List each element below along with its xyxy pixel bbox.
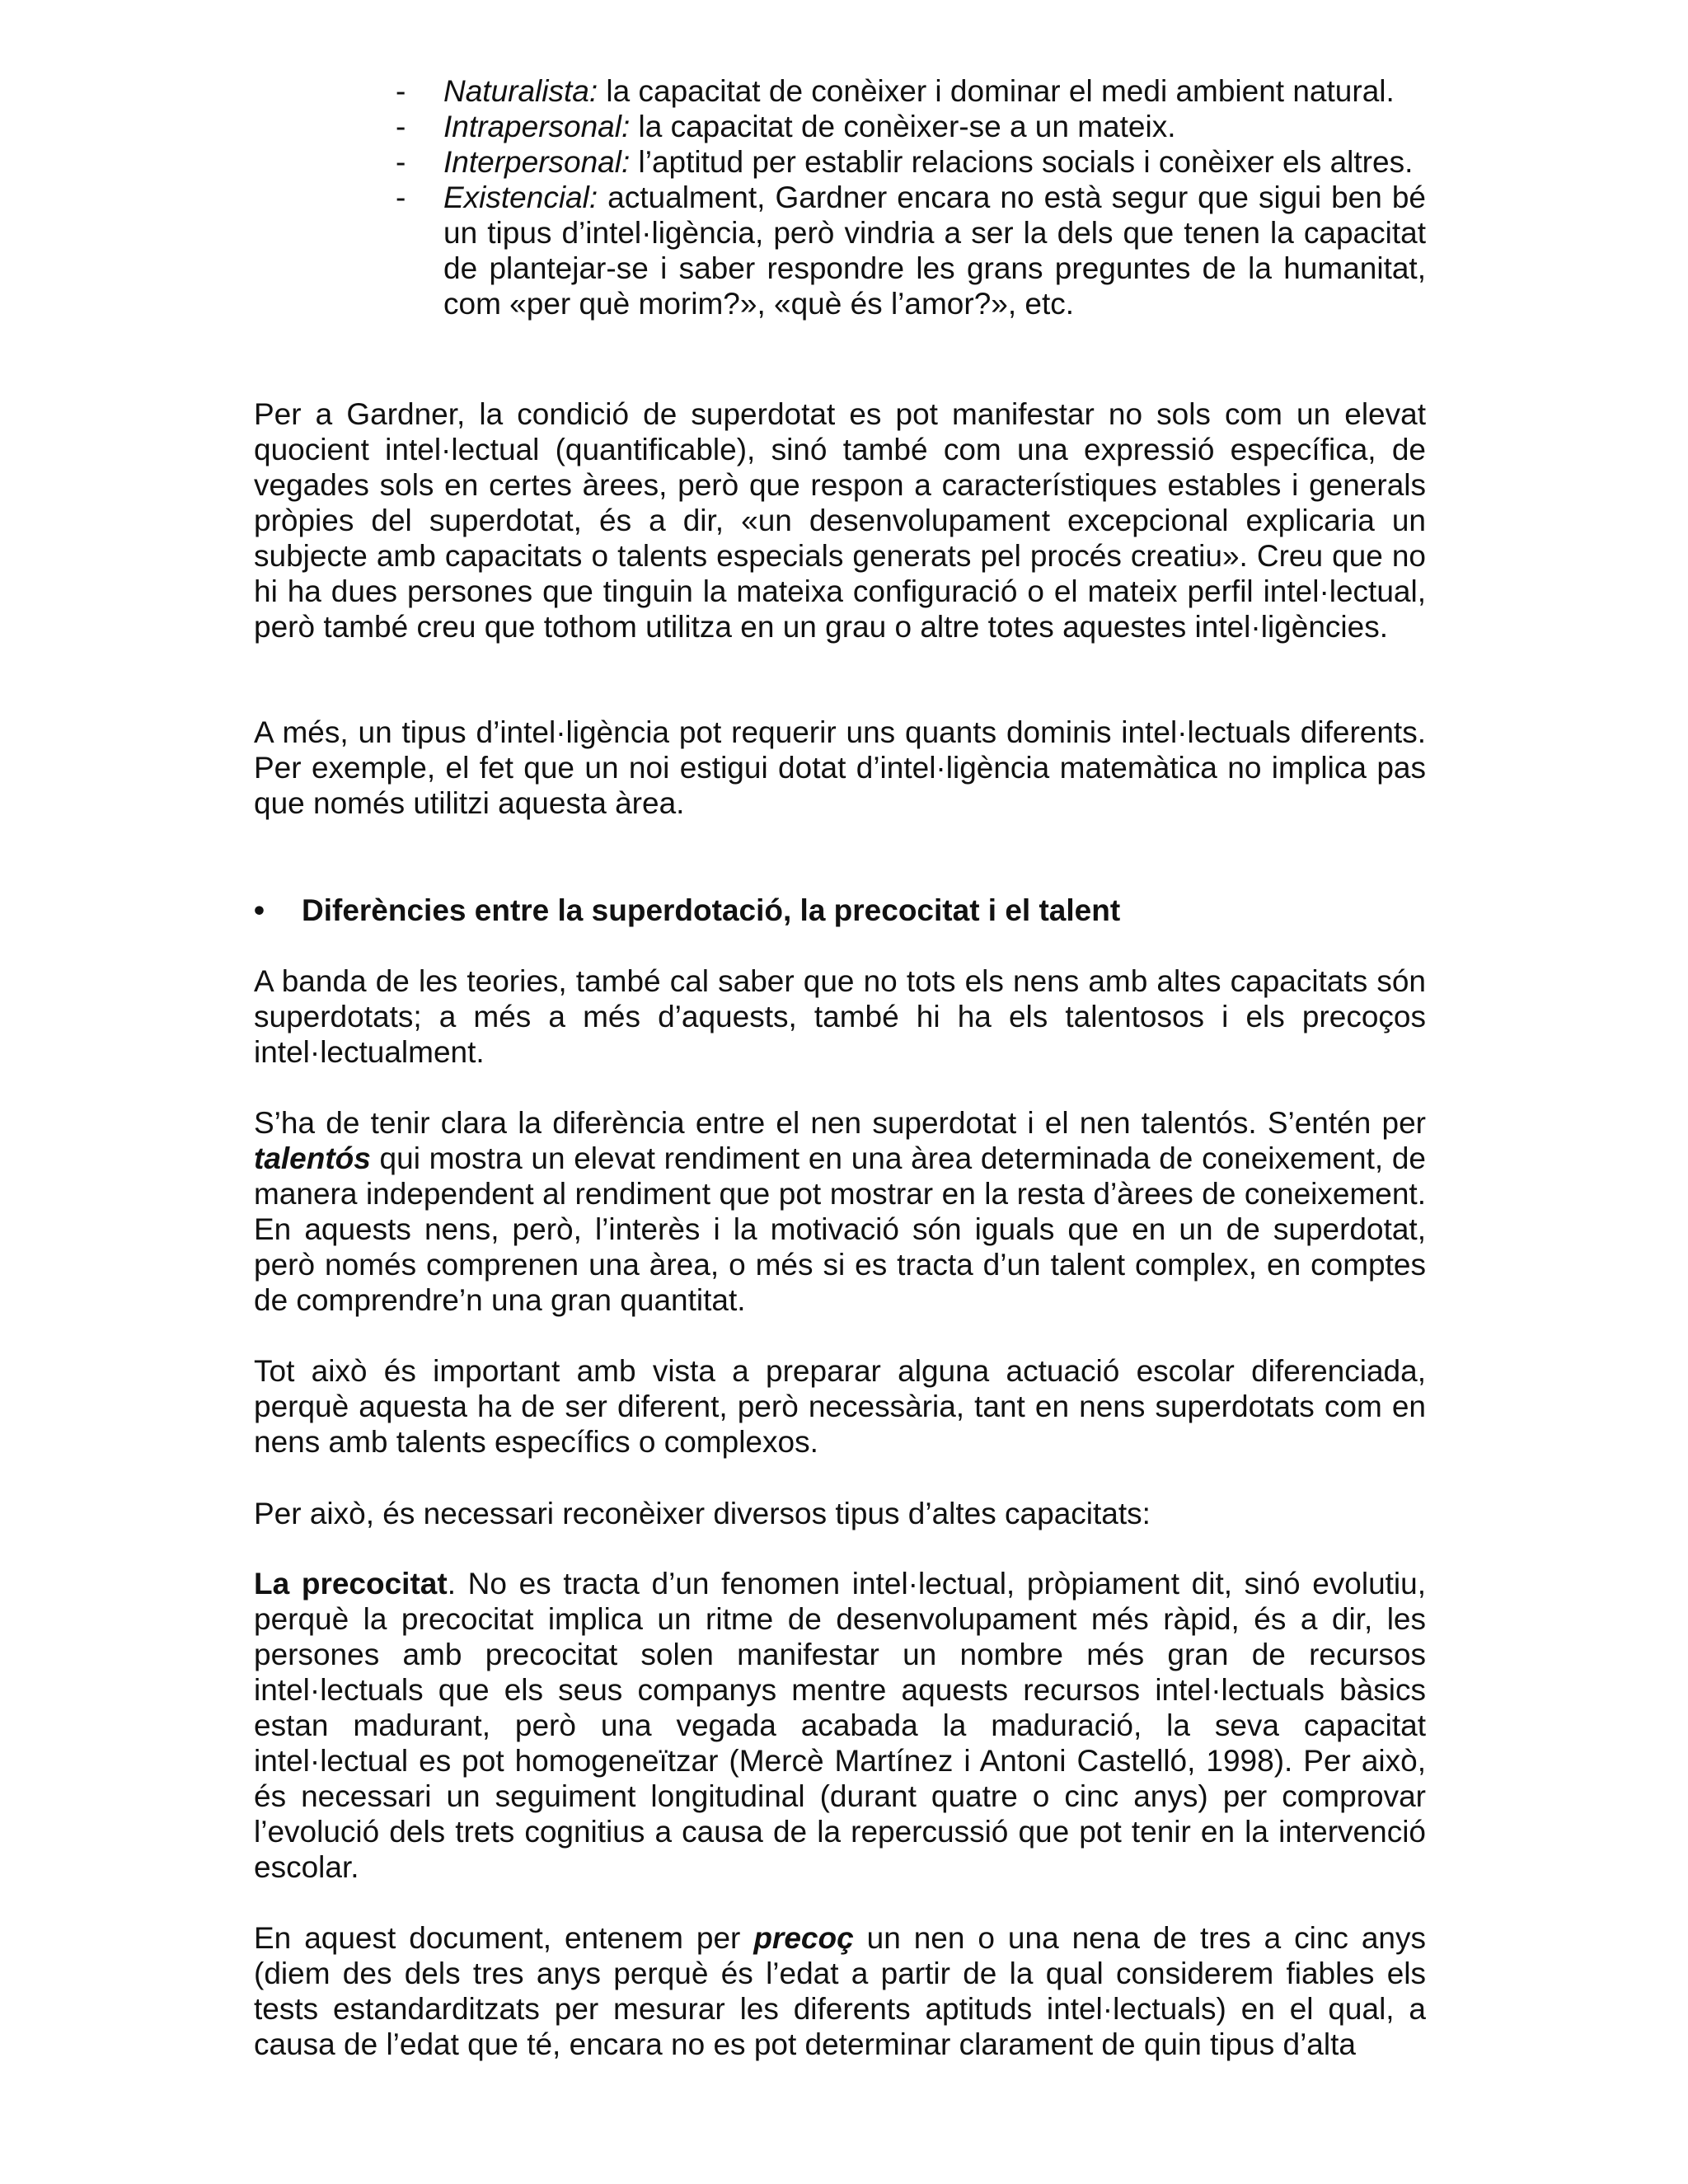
- list-item: [396, 144, 1426, 180]
- list-item-term: Naturalista:: [443, 74, 598, 108]
- term-talentos: talentós: [254, 1141, 371, 1175]
- paragraph-text: En aquest document, entenem per: [254, 1921, 754, 1955]
- paragraph-actuacio-escolar: Tot això és important amb vista a preparar alguna actuació escolar diferenciada, perquè aquesta ha de ser diferent, però necessària, tant en nens superdotats com en nens amb talents específics o complexos.: [254, 1354, 1426, 1459]
- paragraph-text: un nen o una nena de tres a cinc anys (diem des dels tres anys perquè és l’edat a partir de la qual considerem fiables els tests estandarditzats per mesurar les diferents aptituds intel·lectuals) en el qual, a causa de l’edat que té, encara no es pot determinar clarament de quin tipus d’alta: [254, 1921, 1427, 2061]
- term-precoc: precoç: [753, 1921, 854, 1955]
- paragraph-text: qui mostra un elevat rendiment en una àrea determinada de coneixement, de manera independent al rendiment que pot mostrar en la resta d’àrees de coneixement. En aquests nens, però, l’interès i la motivació són iguals que en un de superdotat, però només comprenen una àrea, o més si es tracta d’un talent complex, en comptes de comprendre’n una gran quantitat.: [254, 1141, 1426, 1317]
- list-item-text: la capacitat de conèixer-se a un mateix.: [630, 110, 1176, 143]
- list-marker: -: [396, 110, 406, 143]
- term-precocitat: La precocitat: [254, 1567, 448, 1601]
- paragraph-precocitat: [254, 1566, 1426, 1885]
- paragraph-precoc: [254, 1920, 1426, 2062]
- bullet-icon: •: [254, 893, 265, 927]
- list-item: [396, 180, 1426, 321]
- paragraph-gardner: Per a Gardner, la condició de superdotat es pot manifestar no sols com un elevat quocient intel·lectual (quantificable), sinó també com una expressió específica, de vegades sols en certes àrees, però que respon a característiques estables i generals pròpies del superdotat, és a dir, «un desenvolupament excepcional explicaria un subjecte amb capacitats o talents especials generats pel procés creatiu». Creu que no hi ha dues persones que tinguin la mateixa configuració o el mateix perfil intel·lectual, però també creu que tothom utilitza en un grau o altre totes aquestes intel·ligències.: [254, 397, 1426, 644]
- list-item: [396, 73, 1426, 109]
- list-item-text: l’aptitud per establir relacions socials i conèixer els altres.: [630, 145, 1414, 179]
- list-item-text: la capacitat de conèixer i dominar el medi ambient natural.: [598, 74, 1395, 108]
- list-marker: -: [396, 180, 406, 214]
- section-heading-text: Diferències entre la superdotació, la precocitat i el talent: [302, 893, 1121, 927]
- list-marker: -: [396, 145, 406, 179]
- paragraph-talentos: [254, 1105, 1426, 1318]
- paragraph-tipus: Per això, és necessari reconèixer diversos tipus d’altes capacitats:: [254, 1497, 1151, 1530]
- intelligence-types-list: [396, 73, 1426, 321]
- list-item-term: Existencial:: [443, 180, 598, 214]
- section-heading: [254, 893, 1423, 928]
- list-item: [396, 109, 1426, 144]
- paragraph-text: S’ha de tenir clara la diferència entre el nen superdotat i el nen talentós. S’entén per: [254, 1106, 1426, 1140]
- list-marker: -: [396, 74, 406, 108]
- paragraph-text: . No es tracta d’un fenomen intel·lectual, pròpiament dit, sinó evolutiu, perquè la precocitat implica un ritme de desenvolupament més ràpid, és a dir, les persones amb precocitat solen manifestar un nombre més gran de recursos intel·lectuals que els seus companys mentre aquests recursos intel·lectuals bàsics estan madurant, però una vegada acabada la maduració, la seva capacitat intel·lectual es pot homogeneïtzar (Mercè Martínez i Antoni Castelló, 1998). Per això, és necessari un seguiment longitudinal (durant quatre o cinc anys) per comprovar l’evolució dels trets cognitius a causa de la repercussió que pot tenir en la intervenció escolar.: [254, 1567, 1427, 1884]
- paragraph-altes-capacitats: A banda de les teories, també cal saber que no tots els nens amb altes capacitats són superdotats; a més a més d’aquests, també hi ha els talentosos i els precoços intel·lectualment.: [254, 964, 1426, 1069]
- list-item-term: Interpersonal:: [443, 145, 631, 179]
- paragraph-dominis: A més, un tipus d’intel·ligència pot requerir uns quants dominis intel·lectuals diferents. Per exemple, el fet que un noi estigui dotat d’intel·ligència matemàtica no implica pas que només utilitzi aquesta àrea.: [254, 715, 1426, 820]
- list-item-text: actualment, Gardner encara no està segur que sigui ben bé un tipus d’intel·ligència, però vindria a ser la dels que tenen la capacitat de plantejar-se i saber respondre les grans preguntes de la humanitat, com «per què morim?», «què és l’amor?», etc.: [443, 180, 1426, 321]
- list-item-term: Intrapersonal:: [443, 110, 631, 143]
